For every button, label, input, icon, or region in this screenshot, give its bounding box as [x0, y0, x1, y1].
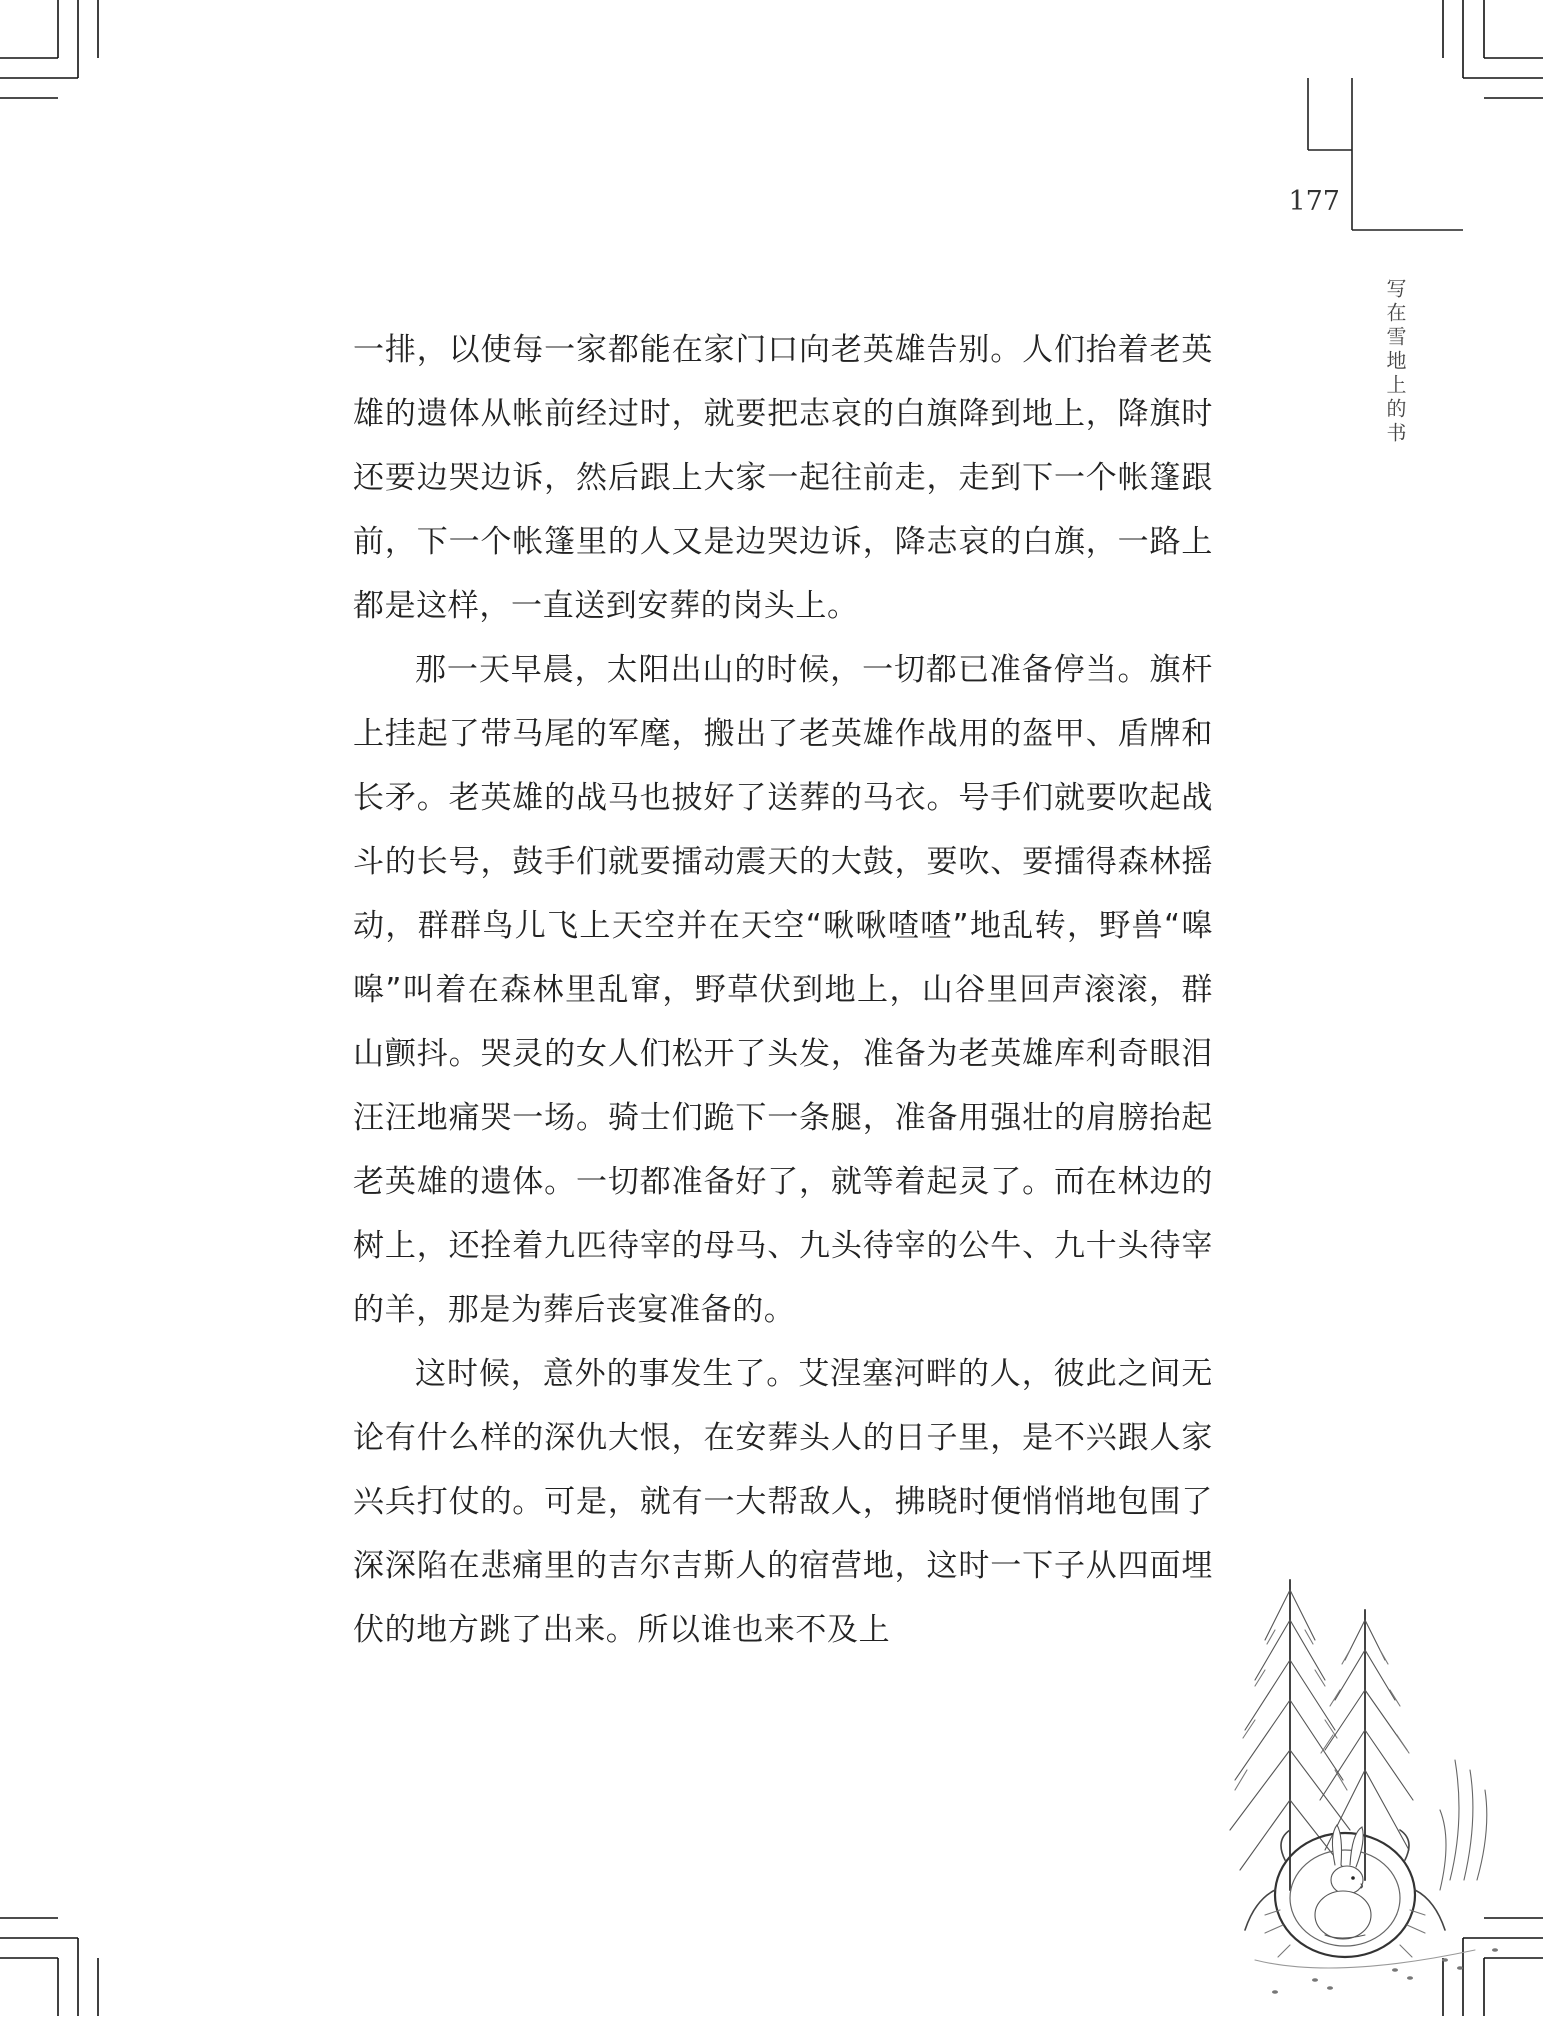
snow-footprints: [1272, 1948, 1498, 1994]
paragraph: 那一天早晨，太阳出山的时候，一切都已准备停当。旗杆上挂起了带马尾的军麾，搬出了老英雄作战用的盔甲、盾牌和长矛。老英雄的战马也披好了送葬的马衣。号手们就要吹起战斗的长号，鼓手们就要擂动震天的大鼓，要吹、要擂得森林摇动，群群鸟儿飞上天空并在天空“啾啾喳喳”地乱转，野兽“嗥嗥”叫着在森林里乱窜，野草伏到地上，山谷里回声滚滚，群山颤抖。哭灵的女人们松开了头发，准备为老英雄库利奇眼泪汪汪地痛哭一场。骑士们跪下一条腿，准备用强壮的肩膀抬起老英雄的遗体。一切都准备好了，就等着起灵了。而在林边的树上，还拴着九匹待宰的母马、九头待宰的公牛、九十头待宰的羊，那是为葬后丧宴准备的。: [353, 652, 1213, 1328]
body-text: [353, 318, 1213, 1662]
header-rule: [0, 0, 1543, 260]
running-title: 写在雪地上的书: [1383, 278, 1407, 446]
rabbit-sketch-illustration: [1195, 1560, 1525, 2020]
paragraph: 一排，以使每一家都能在家门口向老英雄告别。人们抬着老英雄的遗体从帐前经过时，就要把志哀的白旗降到地上，降旗时还要边哭边诉，然后跟上大家一起往前走，走到下一个帐篷跟前，下一个帐篷里的人又是边哭边诉，降志哀的白旗，一路上都是这样，一直送到安葬的岗头上。: [353, 332, 1213, 624]
paragraph: 这时候，意外的事发生了。艾涅塞河畔的人，彼此之间无论有什么样的深仇大恨，在安葬头人的日子里，是不兴跟人家兴兵打仗的。可是，就有一大帮敌人，拂晓时便悄悄地包围了深深陷在悲痛里的吉尔吉斯人的宿营地，这时一下子从四面埋伏的地方跳了出来。所以谁也来不及上: [353, 1356, 1213, 1648]
page-number: 177: [1288, 186, 1340, 217]
